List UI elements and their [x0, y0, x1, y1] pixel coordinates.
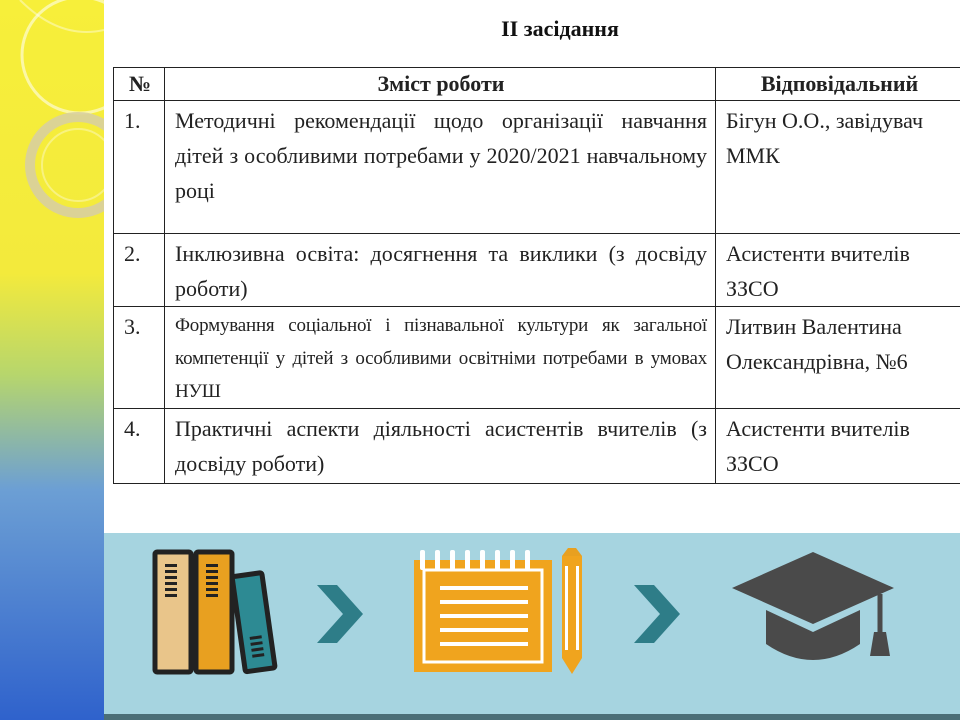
row-content: Методичні рекомендації щодо організації навчання дітей з особливими потребами у 2020/2021 навчальному році: [165, 101, 716, 234]
table-row: [114, 234, 960, 307]
row-number: 3.: [114, 307, 165, 409]
decorative-rings-icon: [0, 0, 104, 720]
chevron-right-icon: [317, 585, 363, 643]
row-number: 2.: [114, 234, 165, 307]
side-decoration: [0, 0, 104, 720]
column-header-number: №: [114, 68, 165, 101]
table-row: [114, 307, 960, 409]
page-title: ІІ засідання: [501, 16, 619, 41]
row-number: 1.: [114, 101, 165, 234]
books-icon: [150, 548, 282, 676]
strip-bottom-border: [104, 714, 960, 720]
table-header-row: [114, 68, 960, 101]
row-number: 4.: [114, 409, 165, 484]
column-header-responsible: Відповідальний: [716, 68, 960, 101]
row-responsible: Литвин Валентина Олександрівна, №6: [716, 307, 960, 409]
row-responsible: Бігун О.О., завідувач ММК: [716, 101, 960, 234]
table-row: [114, 101, 960, 234]
row-responsible: Асистенти вчителів ЗЗСО: [716, 234, 960, 307]
column-header-content: Зміст роботи: [165, 68, 716, 101]
graduation-cap-icon: [730, 548, 896, 672]
notepad-pencil-icon: [410, 548, 590, 676]
row-content: Інклюзивна освіта: досягнення та виклики (з досвіду роботи): [165, 234, 716, 307]
row-content: Формування соціальної і пізнавальної культури як загальної компетенції у дітей з особливими освітніми потребами в умовах НУШ: [165, 307, 716, 409]
chevron-right-icon: [634, 585, 680, 643]
row-content: Практичні аспекти діяльності асистентів вчителів (з досвіду роботи): [165, 409, 716, 484]
table-row: [114, 409, 960, 484]
agenda-table: [113, 67, 960, 484]
row-responsible: Асистенти вчителів ЗЗСО: [716, 409, 960, 484]
